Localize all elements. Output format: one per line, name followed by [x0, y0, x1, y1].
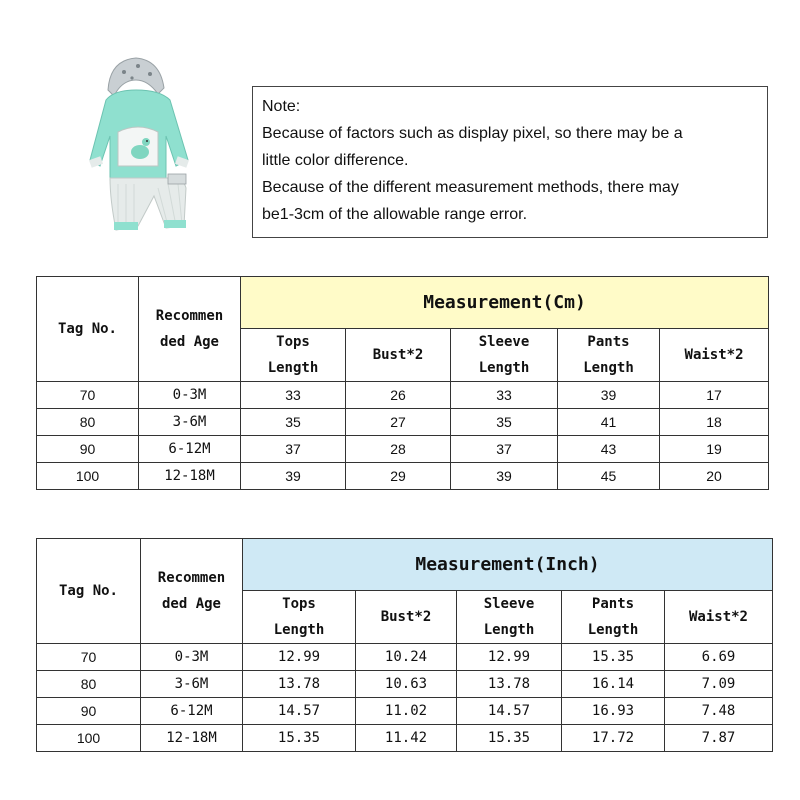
table-row	[37, 644, 773, 671]
cell-bust: 28	[346, 436, 451, 463]
note-title: Note:	[262, 98, 301, 115]
cell-tops: 14.57	[243, 698, 356, 725]
cell-bust: 29	[346, 463, 451, 490]
note-box	[252, 86, 768, 238]
header-age-line: Recommen	[157, 570, 226, 586]
cell-waist: 6.69	[665, 644, 773, 671]
cell-bust: 10.24	[356, 644, 457, 671]
measurement-title: Measurement(Cm)	[241, 277, 769, 329]
header-pants-length	[558, 329, 660, 382]
note-line: little color difference.	[262, 152, 409, 169]
cell-sleeve: 15.35	[457, 725, 562, 752]
cell-pants: 16.14	[562, 671, 665, 698]
note-line: be1-3cm of the allowable range error.	[262, 206, 528, 223]
cell-age: 12-18M	[139, 463, 241, 490]
cell-tops: 35	[241, 409, 346, 436]
cell-sleeve: 12.99	[457, 644, 562, 671]
header-recommended-age	[139, 277, 241, 382]
cell-age: 0-3M	[139, 382, 241, 409]
header-waist: Waist*2	[660, 329, 769, 382]
cell-waist: 20	[660, 463, 769, 490]
cell-bust: 11.42	[356, 725, 457, 752]
header-line: Tops	[282, 596, 316, 612]
cell-pants: 45	[558, 463, 660, 490]
table-row	[37, 409, 769, 436]
header-line: Sleeve	[478, 334, 530, 350]
header-line: Pants	[591, 596, 635, 612]
cell-pants: 16.93	[562, 698, 665, 725]
cell-pants: 41	[558, 409, 660, 436]
cell-tag: 100	[37, 463, 139, 490]
header-line: Length	[483, 622, 535, 638]
cell-age: 3-6M	[141, 671, 243, 698]
cell-sleeve: 37	[451, 436, 558, 463]
cell-bust: 10.63	[356, 671, 457, 698]
header-bust: Bust*2	[346, 329, 451, 382]
cell-tops: 37	[241, 436, 346, 463]
header-line: Pants	[587, 334, 630, 350]
cell-tops: 15.35	[243, 725, 356, 752]
cell-waist: 18	[660, 409, 769, 436]
cell-pants: 17.72	[562, 725, 665, 752]
cell-sleeve: 33	[451, 382, 558, 409]
cell-sleeve: 39	[451, 463, 558, 490]
cell-waist: 7.87	[665, 725, 773, 752]
cell-tops: 13.78	[243, 671, 356, 698]
cell-waist: 19	[660, 436, 769, 463]
cell-tops: 33	[241, 382, 346, 409]
header-line: Length	[267, 360, 319, 376]
table-row	[37, 382, 769, 409]
cell-waist: 7.48	[665, 698, 773, 725]
cell-tag: 80	[37, 409, 139, 436]
cell-bust: 11.02	[356, 698, 457, 725]
header-line: Length	[478, 360, 530, 376]
cell-age: 6-12M	[139, 436, 241, 463]
cell-bust: 27	[346, 409, 451, 436]
header-sleeve-length	[451, 329, 558, 382]
cell-age: 6-12M	[141, 698, 243, 725]
table-row	[37, 671, 773, 698]
cell-sleeve: 13.78	[457, 671, 562, 698]
cell-waist: 17	[660, 382, 769, 409]
cell-pants: 43	[558, 436, 660, 463]
header-line: Length	[273, 622, 325, 638]
cell-tag: 80	[37, 671, 141, 698]
cell-waist: 7.09	[665, 671, 773, 698]
header-recommended-age	[141, 539, 243, 644]
cell-sleeve: 35	[451, 409, 558, 436]
header-age-line: ded Age	[159, 334, 219, 350]
cell-tag: 70	[37, 382, 139, 409]
cell-pants: 39	[558, 382, 660, 409]
header-age-line: Recommen	[155, 308, 224, 324]
header-tops-length	[243, 591, 356, 644]
cell-tops: 39	[241, 463, 346, 490]
cell-tag: 90	[37, 436, 139, 463]
cell-age: 3-6M	[139, 409, 241, 436]
cell-tag: 90	[37, 698, 141, 725]
header-sleeve-length	[457, 591, 562, 644]
size-table-cm	[36, 276, 769, 490]
header-age-line: ded Age	[161, 596, 221, 612]
table-row	[37, 725, 773, 752]
header-line: Sleeve	[483, 596, 535, 612]
product-image	[88, 50, 200, 246]
cell-tag: 70	[37, 644, 141, 671]
cell-bust: 26	[346, 382, 451, 409]
header-waist: Waist*2	[665, 591, 773, 644]
header-tops-length	[241, 329, 346, 382]
cell-pants: 15.35	[562, 644, 665, 671]
baby-hoodie-outfit-icon	[88, 50, 200, 246]
header-line: Tops	[276, 334, 310, 350]
header-line: Length	[583, 360, 634, 376]
table-row	[37, 436, 769, 463]
header-tag-no: Tag No.	[37, 539, 141, 644]
note-line: Because of the different measurement methods, there may	[262, 179, 679, 196]
header-pants-length	[562, 591, 665, 644]
table-row	[37, 698, 773, 725]
size-table-inch	[36, 538, 773, 752]
cell-sleeve: 14.57	[457, 698, 562, 725]
cell-tag: 100	[37, 725, 141, 752]
table-row	[37, 463, 769, 490]
header-bust: Bust*2	[356, 591, 457, 644]
note-line: Because of factors such as display pixel, so there may be a	[262, 125, 683, 142]
measurement-title: Measurement(Inch)	[243, 539, 773, 591]
cell-tops: 12.99	[243, 644, 356, 671]
header-line: Length	[587, 622, 639, 638]
cell-age: 0-3M	[141, 644, 243, 671]
cell-age: 12-18M	[141, 725, 243, 752]
header-tag-no: Tag No.	[37, 277, 139, 382]
